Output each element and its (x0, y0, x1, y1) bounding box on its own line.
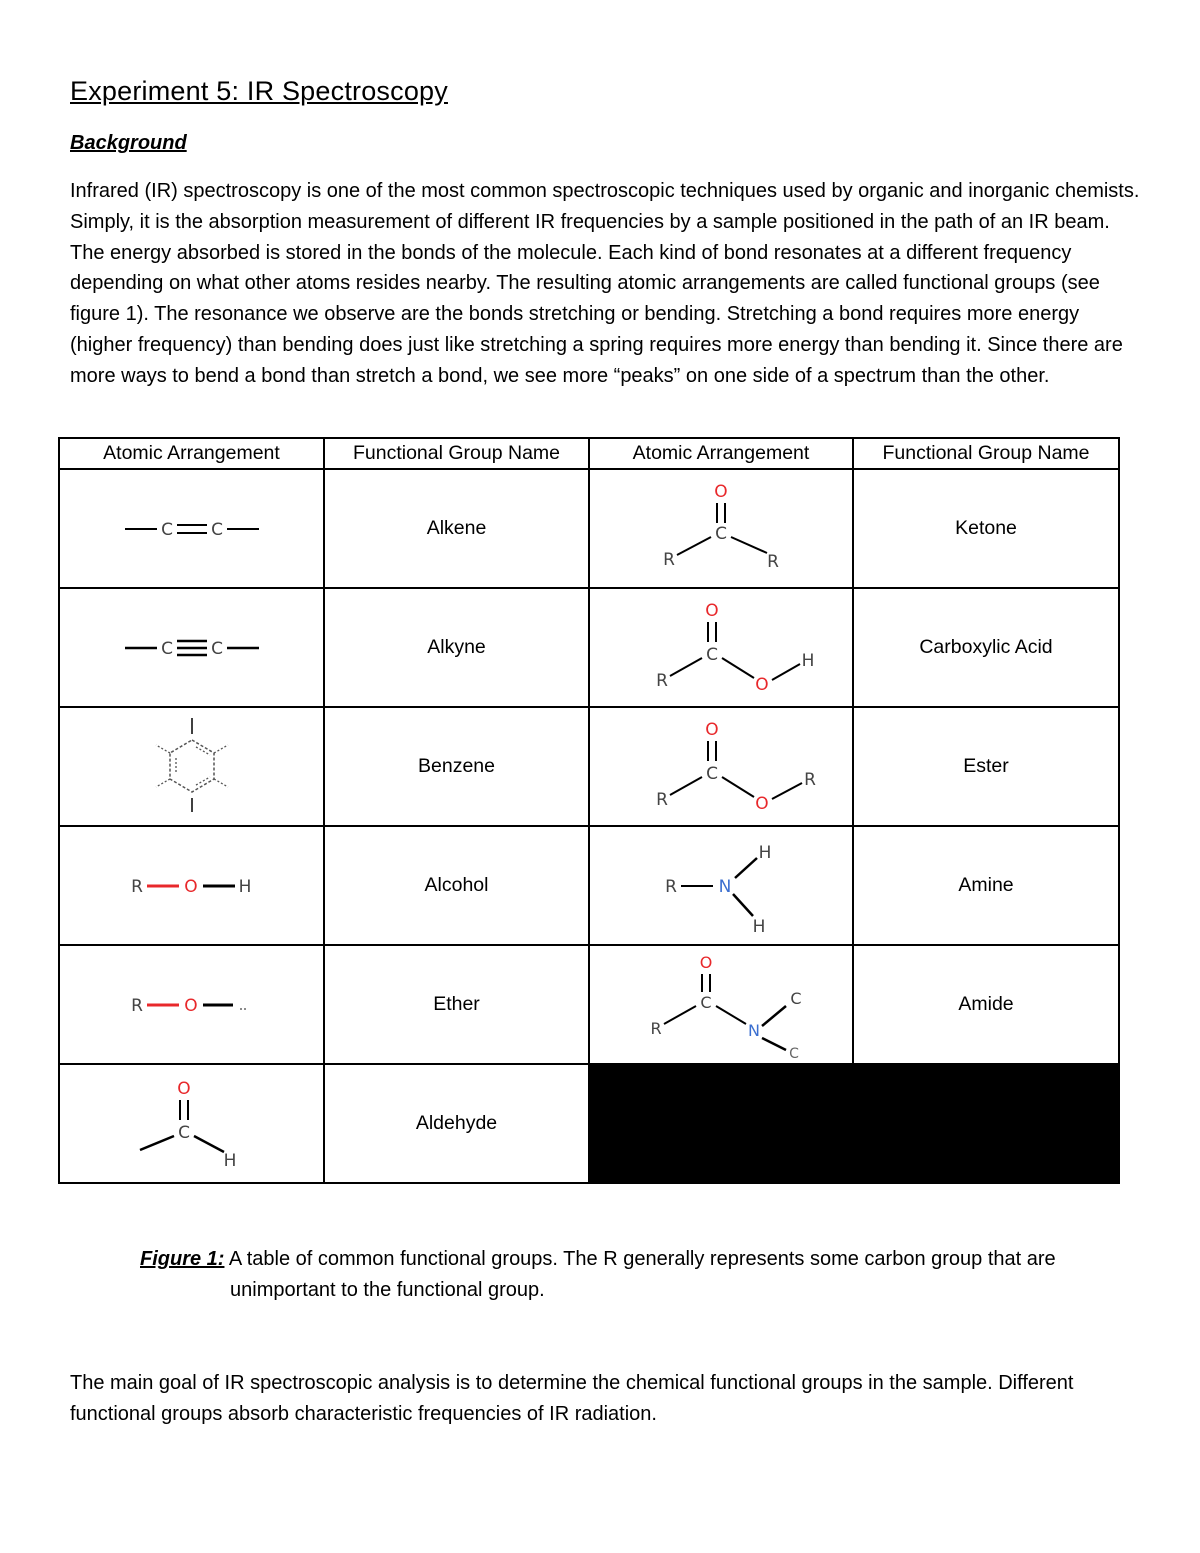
atom-label: O (183, 995, 198, 1016)
atom-label: O (755, 793, 769, 814)
atom-label: O (714, 481, 728, 502)
column-header: Atomic Arrangement (589, 438, 853, 469)
table-row (59, 1064, 1119, 1183)
alkene-structure (117, 499, 267, 559)
ketone-structure (651, 479, 791, 579)
benzene-structure (142, 714, 242, 819)
amide-structure (626, 950, 816, 1060)
group-name-cell: Aldehyde (324, 1064, 589, 1183)
atom-label: O (699, 952, 713, 972)
goal-paragraph: The main goal of IR spectroscopic analysis is to determine the chemical functional groups in the sample. Different functional groups absorb characteristic frequencies of IR radiation. (70, 1372, 1074, 1425)
column-header: Atomic Arrangement (59, 438, 324, 469)
column-header: Functional Group Name (853, 438, 1119, 469)
atom-label: O (705, 719, 719, 740)
atom-label: C (706, 644, 718, 665)
atom-label: C (177, 1122, 190, 1143)
atom-label: R (656, 789, 668, 810)
group-name-cell: Benzene (324, 707, 589, 826)
structure-cell (59, 707, 324, 826)
group-name-cell: Alcohol (324, 826, 589, 945)
aldehyde-structure (132, 1074, 252, 1174)
structure-cell (589, 588, 853, 707)
atom-label: H (238, 876, 251, 897)
atom-label: R (804, 769, 816, 790)
atom-label: R (767, 551, 779, 572)
atom-label: H (758, 842, 772, 863)
page-title: Experiment 5: IR Spectroscopy (70, 76, 448, 106)
ester-structure (626, 717, 816, 817)
atom-label: C (706, 763, 718, 784)
atom-label: N (748, 1020, 760, 1040)
group-name-cell: Alkyne (324, 588, 589, 707)
structure-cell (589, 826, 853, 945)
atom-label: O (176, 1078, 191, 1099)
atom-label: N (718, 876, 732, 897)
structure-cell (59, 826, 324, 945)
amine-structure (651, 836, 791, 936)
atom-label: R (130, 876, 143, 897)
atom-label: C (210, 519, 223, 540)
group-name-cell: Carboxylic Acid (853, 588, 1119, 707)
structure-cell (589, 469, 853, 588)
table-row (59, 826, 1119, 945)
table-row (59, 945, 1119, 1064)
column-header: Functional Group Name (324, 438, 589, 469)
atom-label: C (715, 523, 727, 544)
atom-label: C (700, 992, 712, 1012)
section-heading: Background (70, 132, 187, 154)
ether-structure (117, 975, 267, 1035)
atom-label: R (665, 876, 677, 897)
atom-label: O (183, 876, 198, 897)
caption-line-2: unimportant to the functional group. (230, 1279, 545, 1301)
structure-cell (589, 945, 853, 1064)
group-name-cell: Alkene (324, 469, 589, 588)
table-row (59, 588, 1119, 707)
table-row (59, 707, 1119, 826)
atom-label: H (752, 916, 766, 936)
alkyne-structure (117, 618, 267, 678)
structure-cell (589, 707, 853, 826)
atom-label: C (160, 519, 173, 540)
table-header-row (59, 438, 1119, 469)
functional-group-table (58, 437, 1120, 1184)
atom-label: C (160, 638, 173, 659)
atom-label: H (223, 1150, 236, 1171)
background-paragraph: Infrared (IR) spectroscopy is one of the most common spectroscopic techniques used by organic and inorganic chemists. Simply, it is the absorption measurement of different IR frequencies by a sample positioned in the path of an IR beam. The energy absorbed is stored in the bonds of the molecule. Each kind of bond resonates at a different frequency depending on what other atoms resides nearby. The resulting atomic arrangements are called functional groups (see figure 1). The resonance we observe are the bonds stretching or bending. Stretching a bond requires more energy (higher frequency) than bending does just like stretching a spring requires more energy than bending it. Since there are more ways to bend a bond than stretch a bond, we see more “peaks” on one side of a spectrum than the other. (70, 180, 1140, 387)
caption-line-1: A table of common functional groups. The R generally represents some carbon group that are (228, 1248, 1056, 1270)
atom-label: O (705, 600, 719, 621)
figure-caption (140, 1244, 1130, 1306)
figure-label: Figure 1: (140, 1248, 225, 1270)
atom-label: R (663, 549, 675, 570)
atom-label: O (755, 674, 769, 695)
blank-cell (589, 1064, 1119, 1183)
group-name-cell: Amide (853, 945, 1119, 1064)
alcohol-structure (117, 856, 267, 916)
atom-label: R (650, 1018, 662, 1038)
table-row (59, 469, 1119, 588)
group-name-cell: Ester (853, 707, 1119, 826)
atom-label: C (789, 1045, 799, 1060)
atom-label: C (790, 988, 802, 1008)
group-name-cell: Amine (853, 826, 1119, 945)
structure-cell (59, 945, 324, 1064)
structure-cell (59, 1064, 324, 1183)
group-name-cell: Ether (324, 945, 589, 1064)
group-name-cell: Ketone (853, 469, 1119, 588)
atom-label: R (130, 995, 143, 1016)
atom-label: H (801, 650, 815, 671)
atom-label: R (656, 670, 668, 691)
carboxylic-acid-structure (626, 598, 816, 698)
structure-cell (59, 588, 324, 707)
atom-label: C (210, 638, 223, 659)
structure-cell (59, 469, 324, 588)
